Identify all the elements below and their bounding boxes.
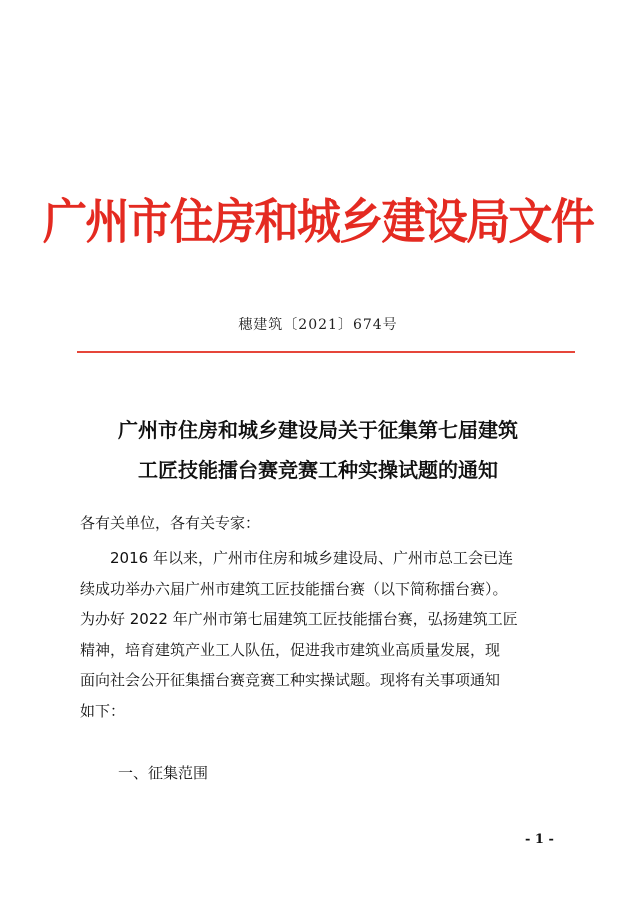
body-line: 为办好 2022 年广州市第七届建筑工匠技能擂台赛，弘扬建筑工匠 — [80, 610, 518, 628]
body-line: 面向社会公开征集擂台赛竞赛工种实操试题。现将有关事项通知 — [80, 671, 501, 689]
notice-title-line-1: 广州市住房和城乡建设局关于征集第七届建筑 — [118, 418, 518, 442]
notice-title — [60, 410, 576, 490]
body-line: 续成功举办六届广州市建筑工匠技能擂台赛（以下简称擂台赛）。 — [80, 579, 508, 598]
document-number: 穗建筑〔2021〕674号 — [238, 317, 398, 333]
section-heading: 一、征集范围 — [118, 764, 209, 782]
document-header-title: 广州市住房和城乡建设局文件 — [42, 194, 594, 250]
body-line: 2016 年以来，广州市住房和城乡建设局、广州市总工会已连 — [110, 549, 513, 567]
body-line: 精神，培育建筑产业工人队伍，促进我市建筑业高质量发展，现 — [80, 640, 501, 659]
page-number: - 1 - — [525, 832, 554, 847]
notice-title-line-2: 工匠技能擂台赛竞赛工种实操试题的通知 — [138, 458, 498, 482]
salutation: 各有关单位，各有关专家： — [80, 514, 261, 532]
body-paragraph — [80, 543, 560, 726]
red-divider-line — [77, 351, 575, 353]
body-line: 如下： — [80, 701, 126, 720]
